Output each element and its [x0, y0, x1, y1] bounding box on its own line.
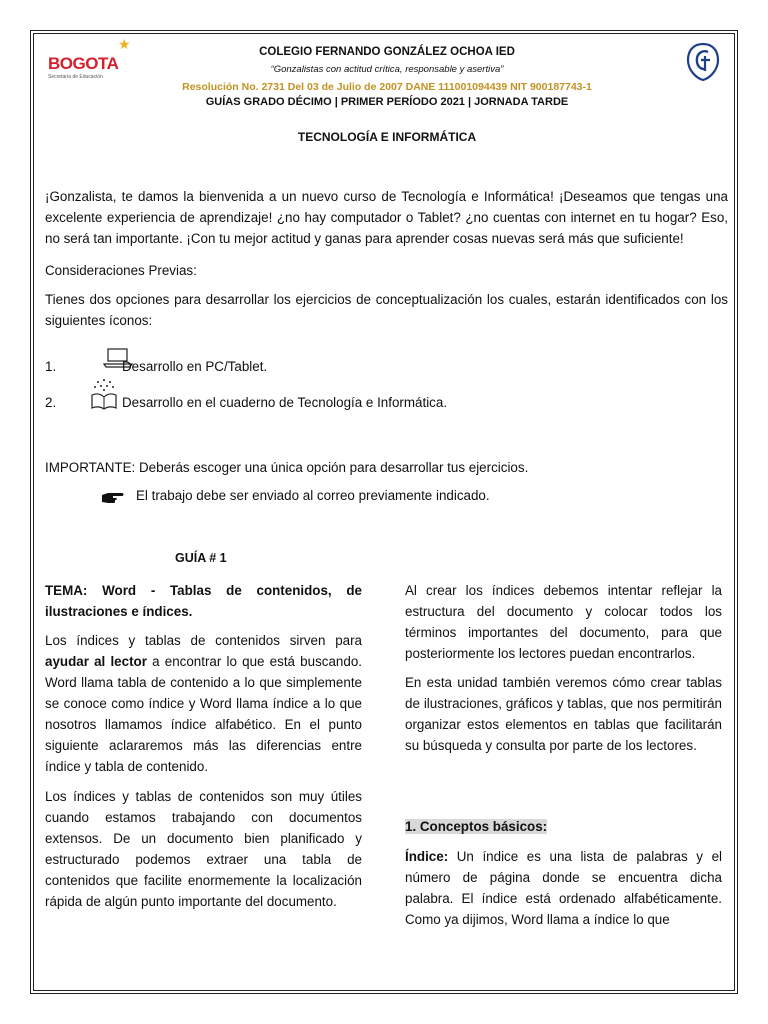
important-label: IMPORTANTE: — [45, 460, 136, 475]
text-run: Los índices y tablas de contenidos sirven para — [45, 633, 362, 648]
school-emblem-icon — [686, 42, 720, 82]
important-note — [45, 457, 728, 478]
bogota-logo-subtitle: Secretaría de Educación — [48, 74, 103, 80]
left-paragraph-1 — [45, 630, 362, 777]
indice-definition — [405, 846, 722, 930]
option-number: 2. — [45, 395, 57, 410]
star-icon: ★ — [118, 36, 131, 52]
considerations-heading: Consideraciones Previas: — [45, 263, 197, 278]
subject-title: TECNOLOGÍA E INFORMÁTICA — [297, 130, 477, 144]
bogota-logo-text: BOGOTA — [48, 54, 119, 73]
left-paragraph-2: Los índices y tablas de contenidos son muy útiles cuando estamos trabajando con documentos extensos. De un documento bien planificado y estructurado podemos extraer una tabla de contenidos que facilite enormemente la localización rápida de algún punto importante del documento. — [45, 789, 362, 909]
topic-heading: TEMA: Word - Tablas de contenidos, de ilustraciones e índices. — [45, 583, 362, 619]
section-heading-text: 1. Conceptos básicos: — [405, 819, 548, 834]
school-motto: “Gonzalistas con actitud crítica, responsable y asertiva” — [270, 64, 504, 75]
option-number: 1. — [45, 359, 57, 374]
indice-text: Un índice es una lista de palabras y el número de página donde se encuentra dicha palabra. El índice está ordenado alfabéticamente. Como ya dijimos, Word llama a índice lo que — [405, 849, 722, 927]
guide-title: GUÍA # 1 — [175, 551, 227, 565]
section-heading — [405, 816, 722, 837]
pointing-hand-icon — [100, 490, 128, 506]
bold-run: ayudar al lector — [45, 654, 147, 669]
school-name: COLEGIO FERNANDO GONZÁLEZ OCHOA IED — [259, 46, 515, 58]
welcome-paragraph: ¡Gonzalista, te damos la bienvenida a un nuevo curso de Tecnología e Informática! ¡Deseamos que tengas una excelente experiencia de aprendizaje! ¿no hay computador o Tablet? ¿no cuentas con internet en tu hogar? Eso, no será tan importante. ¡Con tu mejor actitud y ganas para aprender cosas nuevas será más que suficiente! — [45, 189, 728, 246]
option-text: Desarrollo en PC/Tablet. — [122, 359, 268, 374]
right-paragraph-1: Al crear los índices debemos intentar reflejar la estructura del documento y colocar todos los términos importantes del documento, para que posteriormente los lectores puedan encontrarlos. — [405, 583, 722, 661]
option-text: Desarrollo en el cuaderno de Tecnología e Informática. — [122, 395, 448, 410]
options-paragraph: Tienes dos opciones para desarrollar los ejercicios de conceptualización los cuales, estarán identificados con los siguientes íconos: — [45, 292, 728, 328]
email-note-text: El trabajo debe ser enviado al correo previamente indicado. — [136, 488, 490, 503]
right-paragraph-2: En esta unidad también veremos cómo crear tablas de ilustraciones, gráficos y tablas, que nos permitirán organizar estos elementos en tablas que facilitarán su búsqueda y consulta por parte de los lectores. — [405, 675, 722, 753]
indice-label: Índice: — [405, 849, 449, 864]
important-text: Deberás escoger una única opción para desarrollar tus ejercicios. — [135, 460, 529, 475]
guides-line: GUÍAS GRADO DÉCIMO | PRIMER PERÍODO 2021 | JORNADA TARDE — [205, 96, 569, 108]
resolution-line: Resolución No. 2731 Del 03 de Julio de 2007 DANE 111001094439 NIT 900187743-1 — [182, 81, 592, 93]
book-icon — [89, 377, 119, 411]
text-run: a encontrar lo que está buscando. Word llama tabla de contenido a lo que simplemente se conoce como índice y Word llama índice a lo que nosotros llamamos índice alfabético. En el punto siguiente aclararemos más las diferencias entre índice y tabla de contenido. — [45, 654, 362, 774]
